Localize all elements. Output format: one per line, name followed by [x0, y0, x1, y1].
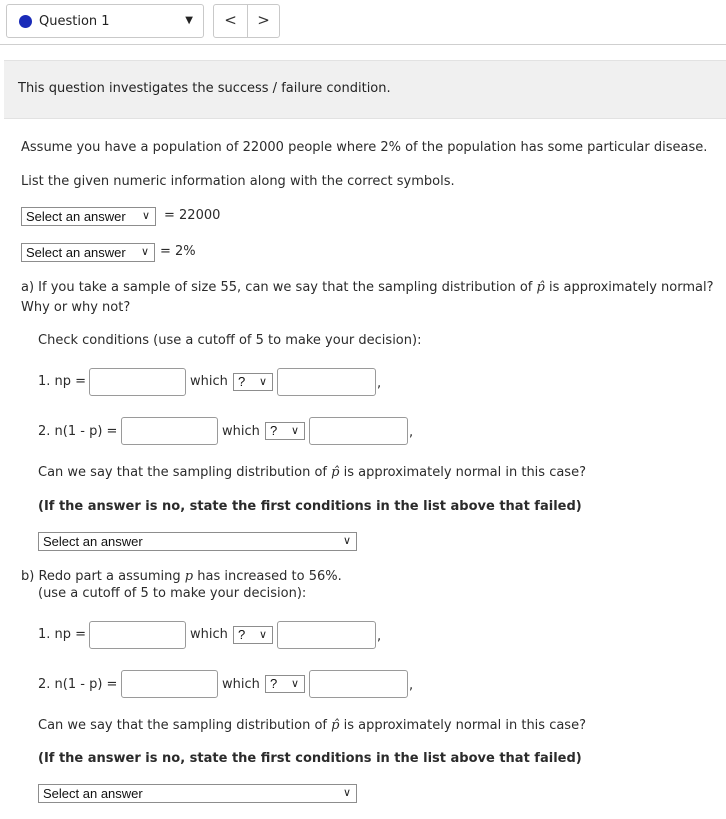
part-b-cutoff: (use a cutoff of 5 to make your decision):: [38, 586, 307, 601]
part-a-nq-input[interactable]: [121, 417, 218, 445]
chevron-down-icon: ∨: [258, 629, 267, 641]
part-a-question: a) If you take a sample of size 55, can we say that the sampling distribution of p̂ is approximately normal?: [21, 280, 714, 295]
part-a-which-select-1[interactable]: ? ∨: [233, 373, 273, 391]
symbol-select-1-label: Select an answer: [26, 209, 126, 224]
part-b-if-no: (If the answer is no, state the first conditions in the list above that failed): [38, 751, 582, 766]
chevron-down-icon: ∨: [342, 535, 351, 547]
part-b-normal-question: Can we say that the sampling distribution of p̂ is approximately normal in this case?: [38, 718, 586, 733]
chevron-down-icon: ∨: [290, 678, 299, 690]
part-b-which-select-1[interactable]: ? ∨: [233, 626, 273, 644]
part-a-which-label-2: which: [222, 424, 260, 439]
comma: ,: [377, 629, 382, 644]
list-prompt: List the given numeric information along with the correct symbols.: [21, 174, 455, 189]
part-b-which-select-2[interactable]: ? ∨: [265, 675, 305, 693]
question-selector-label: Question 1: [39, 14, 110, 29]
banner-text: This question investigates the success / failure condition.: [18, 81, 391, 96]
p-hat-symbol: p̂: [331, 718, 340, 733]
chevron-down-icon: ∨: [141, 210, 150, 222]
chevron-down-icon: ∨: [342, 787, 351, 799]
part-b-nq-compare-input[interactable]: [309, 670, 408, 698]
question-banner: [4, 60, 726, 119]
population-text: Assume you have a population of 22000 people where 2% of the population has some particular disease.: [21, 140, 708, 155]
question-selector[interactable]: [6, 4, 204, 38]
part-a-nq-compare-input[interactable]: [309, 417, 408, 445]
symbol-value-1: = 22000: [164, 208, 221, 223]
p-hat-symbol: p̂: [536, 280, 545, 295]
part-a-if-no: (If the answer is no, state the first conditions in the list above that failed): [38, 499, 582, 514]
symbol-select-2[interactable]: [21, 243, 155, 262]
part-a-np-label: 1. np =: [38, 374, 87, 389]
part-a-nq-label: 2. n(1 - p) =: [38, 424, 118, 439]
chevron-down-icon: ∨: [258, 376, 267, 388]
part-b-nq-label: 2. n(1 - p) =: [38, 677, 118, 692]
part-a-answer-select[interactable]: Select an answer ∨: [38, 532, 357, 551]
part-b-nq-input[interactable]: [121, 670, 218, 698]
symbol-select-2-label: Select an answer: [26, 245, 126, 260]
part-a-np-input[interactable]: [89, 368, 186, 396]
part-b-np-compare-input[interactable]: [277, 621, 376, 649]
part-a-why: Why or why not?: [21, 300, 131, 315]
part-b-which-label-2: which: [222, 677, 260, 692]
part-b-np-label: 1. np =: [38, 627, 87, 642]
p-symbol: p: [184, 569, 194, 584]
part-b-which-label-1: which: [190, 627, 228, 642]
chevron-down-icon: ▼: [185, 15, 193, 26]
part-a-which-label-1: which: [190, 374, 228, 389]
part-b-answer-select[interactable]: Select an answer ∨: [38, 784, 357, 803]
chevron-down-icon: ∨: [290, 425, 299, 437]
part-a-normal-question: Can we say that the sampling distribution of p̂ is approximately normal in this case?: [38, 465, 586, 480]
part-a-check-conditions: Check conditions (use a cutoff of 5 to make your decision):: [38, 333, 422, 348]
question-status-dot: [19, 15, 32, 28]
comma: ,: [377, 376, 382, 391]
comma: ,: [409, 425, 414, 440]
part-b-np-input[interactable]: [89, 621, 186, 649]
question-nav: [213, 4, 280, 38]
chevron-down-icon: ∨: [140, 246, 149, 258]
part-a-which-select-2[interactable]: ? ∨: [265, 422, 305, 440]
symbol-value-2: = 2%: [160, 244, 196, 259]
part-b-question: b) Redo part a assuming p has increased to 56%.: [21, 569, 342, 584]
comma: ,: [409, 678, 414, 693]
p-hat-symbol: p̂: [331, 465, 340, 480]
next-question-button[interactable]: >: [257, 11, 270, 29]
part-a-np-compare-input[interactable]: [277, 368, 376, 396]
header-divider: [0, 44, 726, 45]
previous-question-button[interactable]: <: [214, 5, 248, 37]
symbol-select-1[interactable]: [21, 207, 156, 226]
